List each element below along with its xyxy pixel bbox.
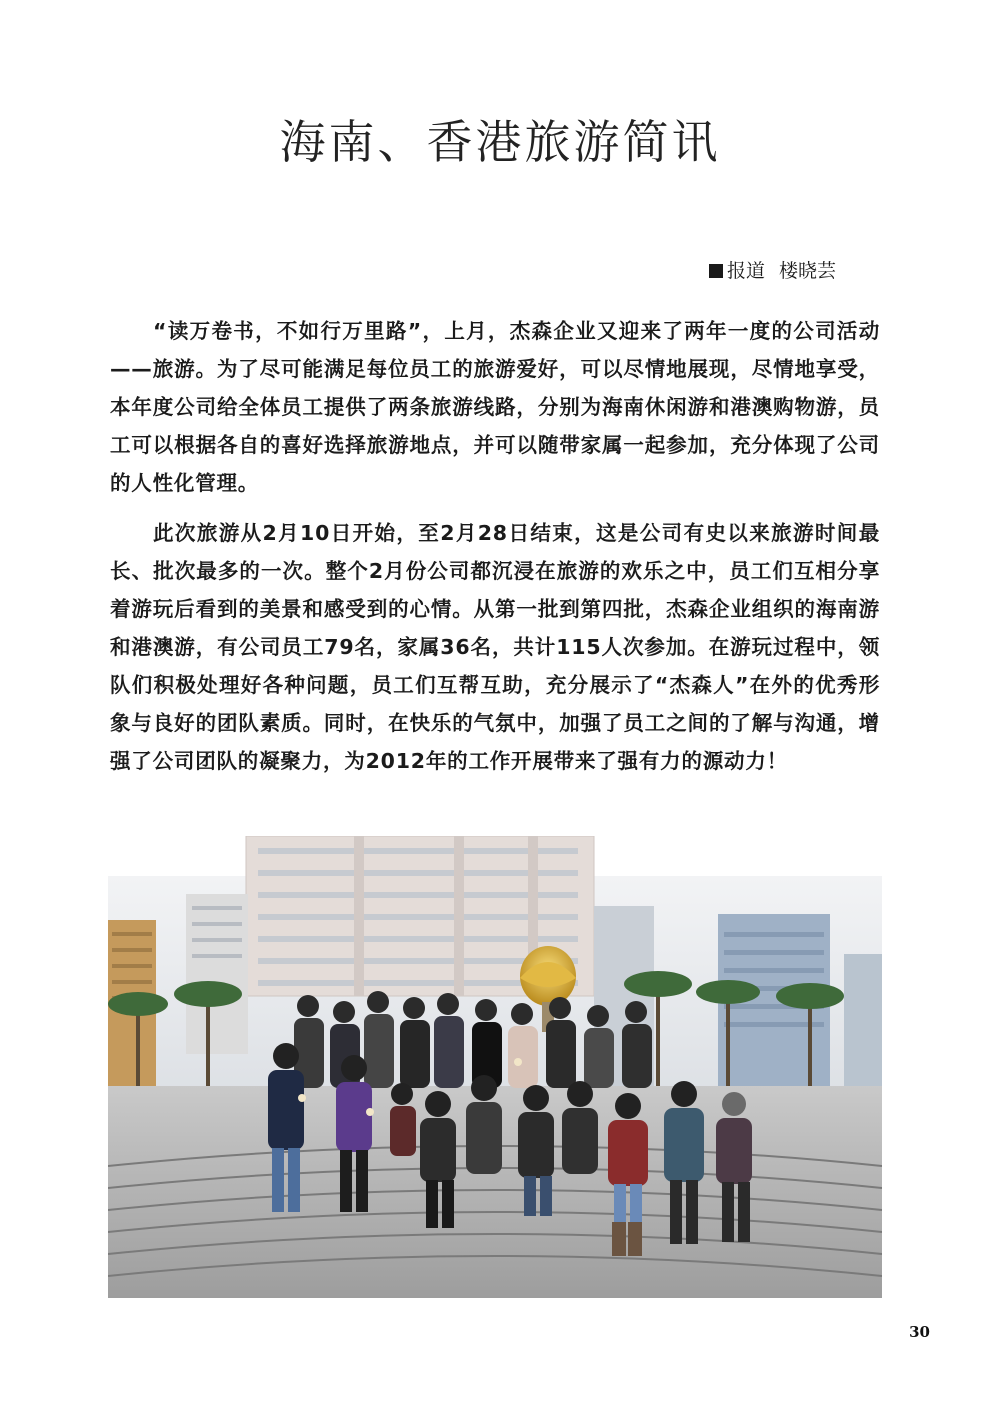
article-body bbox=[110, 312, 880, 792]
byline-label: 报道 bbox=[726, 260, 765, 282]
square-bullet-icon bbox=[709, 264, 723, 278]
author-name: 楼晓芸 bbox=[778, 260, 836, 282]
page-number: 30 bbox=[909, 1323, 930, 1341]
article-title: 海南、香港旅游简讯 bbox=[279, 115, 721, 169]
byline bbox=[709, 256, 836, 283]
article-paragraph-2: 此次旅游从2月10日开始，至2月28日结束，这是公司有史以来旅游时间最长、批次最多的一次。整个2月份公司都沉浸在旅游的欢乐之中，员工们互相分享着游玩后看到的美景和感受到的心情。从第一批到第四批，杰森企业组织的海南游和港澳游，有公司员工79名，家属36名，共计115人次参加。在游玩过程中，领队们积极处理好各种问题，员工们互帮互助，充分展示了“杰森人”在外的优秀形象与良好的团队素质。同时，在快乐的气氛中，加强了员工之间的了解与沟通，增强了公司团队的凝聚力，为2012年的工作开展带来了强有力的源动力！ bbox=[110, 521, 880, 773]
group-photo bbox=[108, 836, 882, 1298]
article-paragraph-1: “读万卷书，不如行万里路”，上月，杰森企业又迎来了两年一度的公司活动——旅游。为了尽可能满足每位员工的旅游爱好，可以尽情地展现，尽情地享受，本年度公司给全体员工提供了两条旅游线路，分别为海南休闲游和港澳购物游，员工可以根据各自的喜好选择旅游地点，并可以随带家属一起参加，充分体现了公司的人性化管理。 bbox=[110, 319, 880, 495]
